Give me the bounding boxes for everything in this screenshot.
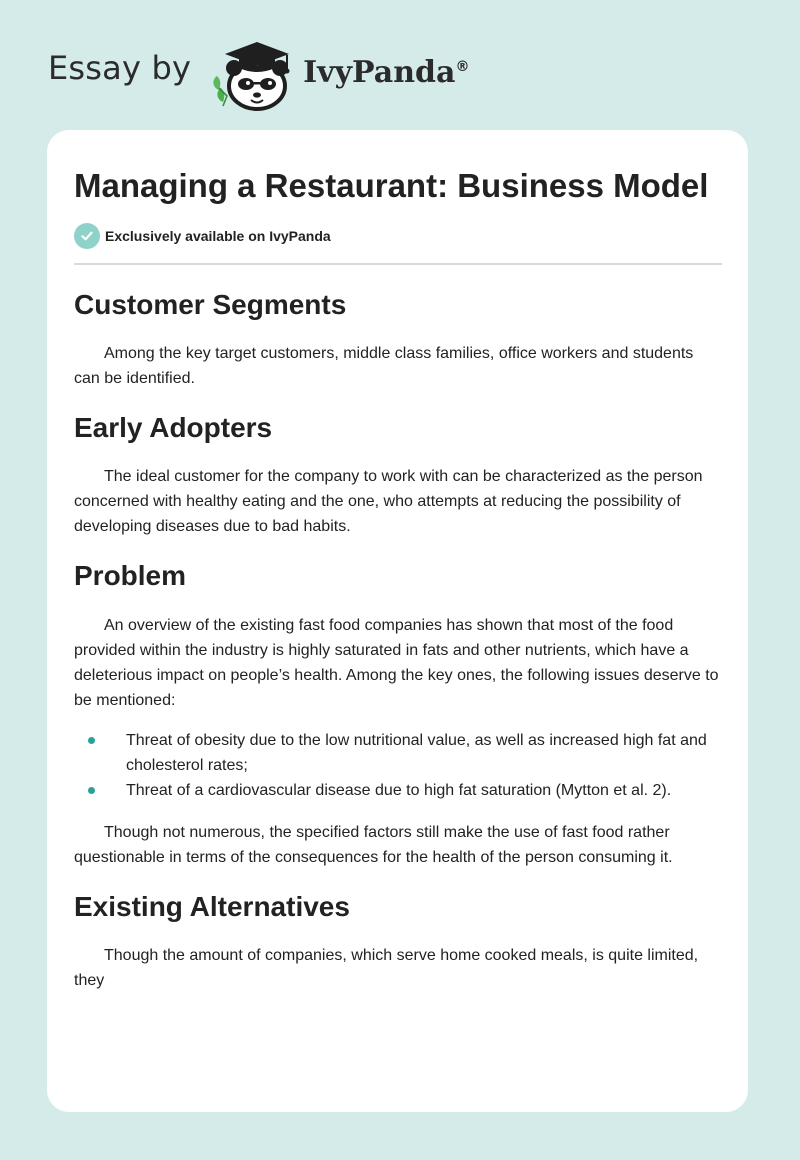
bullet-dot-icon <box>88 787 95 794</box>
paragraph: An overview of the existing fast food companies has shown that most of the food provided within the industry is highly saturated in fats and other nutrients, which have a deleterious impact on people’s health. Among the key ones, the following issues deserve to be mentioned: <box>74 617 719 709</box>
brand-prefix: Essay by <box>48 49 192 87</box>
section-early-adopters <box>74 411 722 539</box>
brand-name <box>303 55 469 90</box>
registered-mark: ® <box>455 58 470 75</box>
divider <box>74 263 722 265</box>
list-item <box>74 778 722 803</box>
section-heading: Customer Segments <box>74 289 347 320</box>
section-problem <box>74 559 722 870</box>
check-icon <box>74 223 100 249</box>
list-item <box>74 728 722 778</box>
brand-header <box>48 36 469 112</box>
section-heading: Problem <box>74 560 187 591</box>
panda-logo-icon <box>209 36 299 112</box>
section-existing-alternatives <box>74 890 722 993</box>
list-item-text: Threat of a cardiovascular disease due to high fat saturation (Mytton et al. 2). <box>126 782 672 799</box>
paragraph: Though not numerous, the specified factors still make the use of fast food rather questionable in terms of the consequences for the health of the person consuming it. <box>74 824 673 866</box>
exclusive-badge <box>74 223 722 249</box>
paragraph: The ideal customer for the company to work with can be characterized as the person concerned with healthy eating and the one, who attempts at reducing the possibility of developing diseases due to bad habits. <box>74 468 703 535</box>
section-heading: Existing Alternatives <box>74 891 350 922</box>
list-item-text: Threat of obesity due to the low nutritional value, as well as increased high fat and cholesterol rates; <box>126 732 707 774</box>
bullet-list <box>74 728 722 803</box>
paragraph: Among the key target customers, middle class families, office workers and students can be identified. <box>74 345 694 387</box>
page-title: Managing a Restaurant: Business Model <box>74 167 709 204</box>
essay-card <box>47 130 748 1112</box>
exclusive-label: Exclusively available on IvyPanda <box>105 228 331 244</box>
paragraph: Though the amount of companies, which serve home cooked meals, is quite limited, they <box>74 947 699 989</box>
section-heading: Early Adopters <box>74 412 273 443</box>
section-customer-segments <box>74 288 722 391</box>
bullet-dot-icon <box>88 737 95 744</box>
brand-name-text: IvyPanda <box>303 54 456 90</box>
